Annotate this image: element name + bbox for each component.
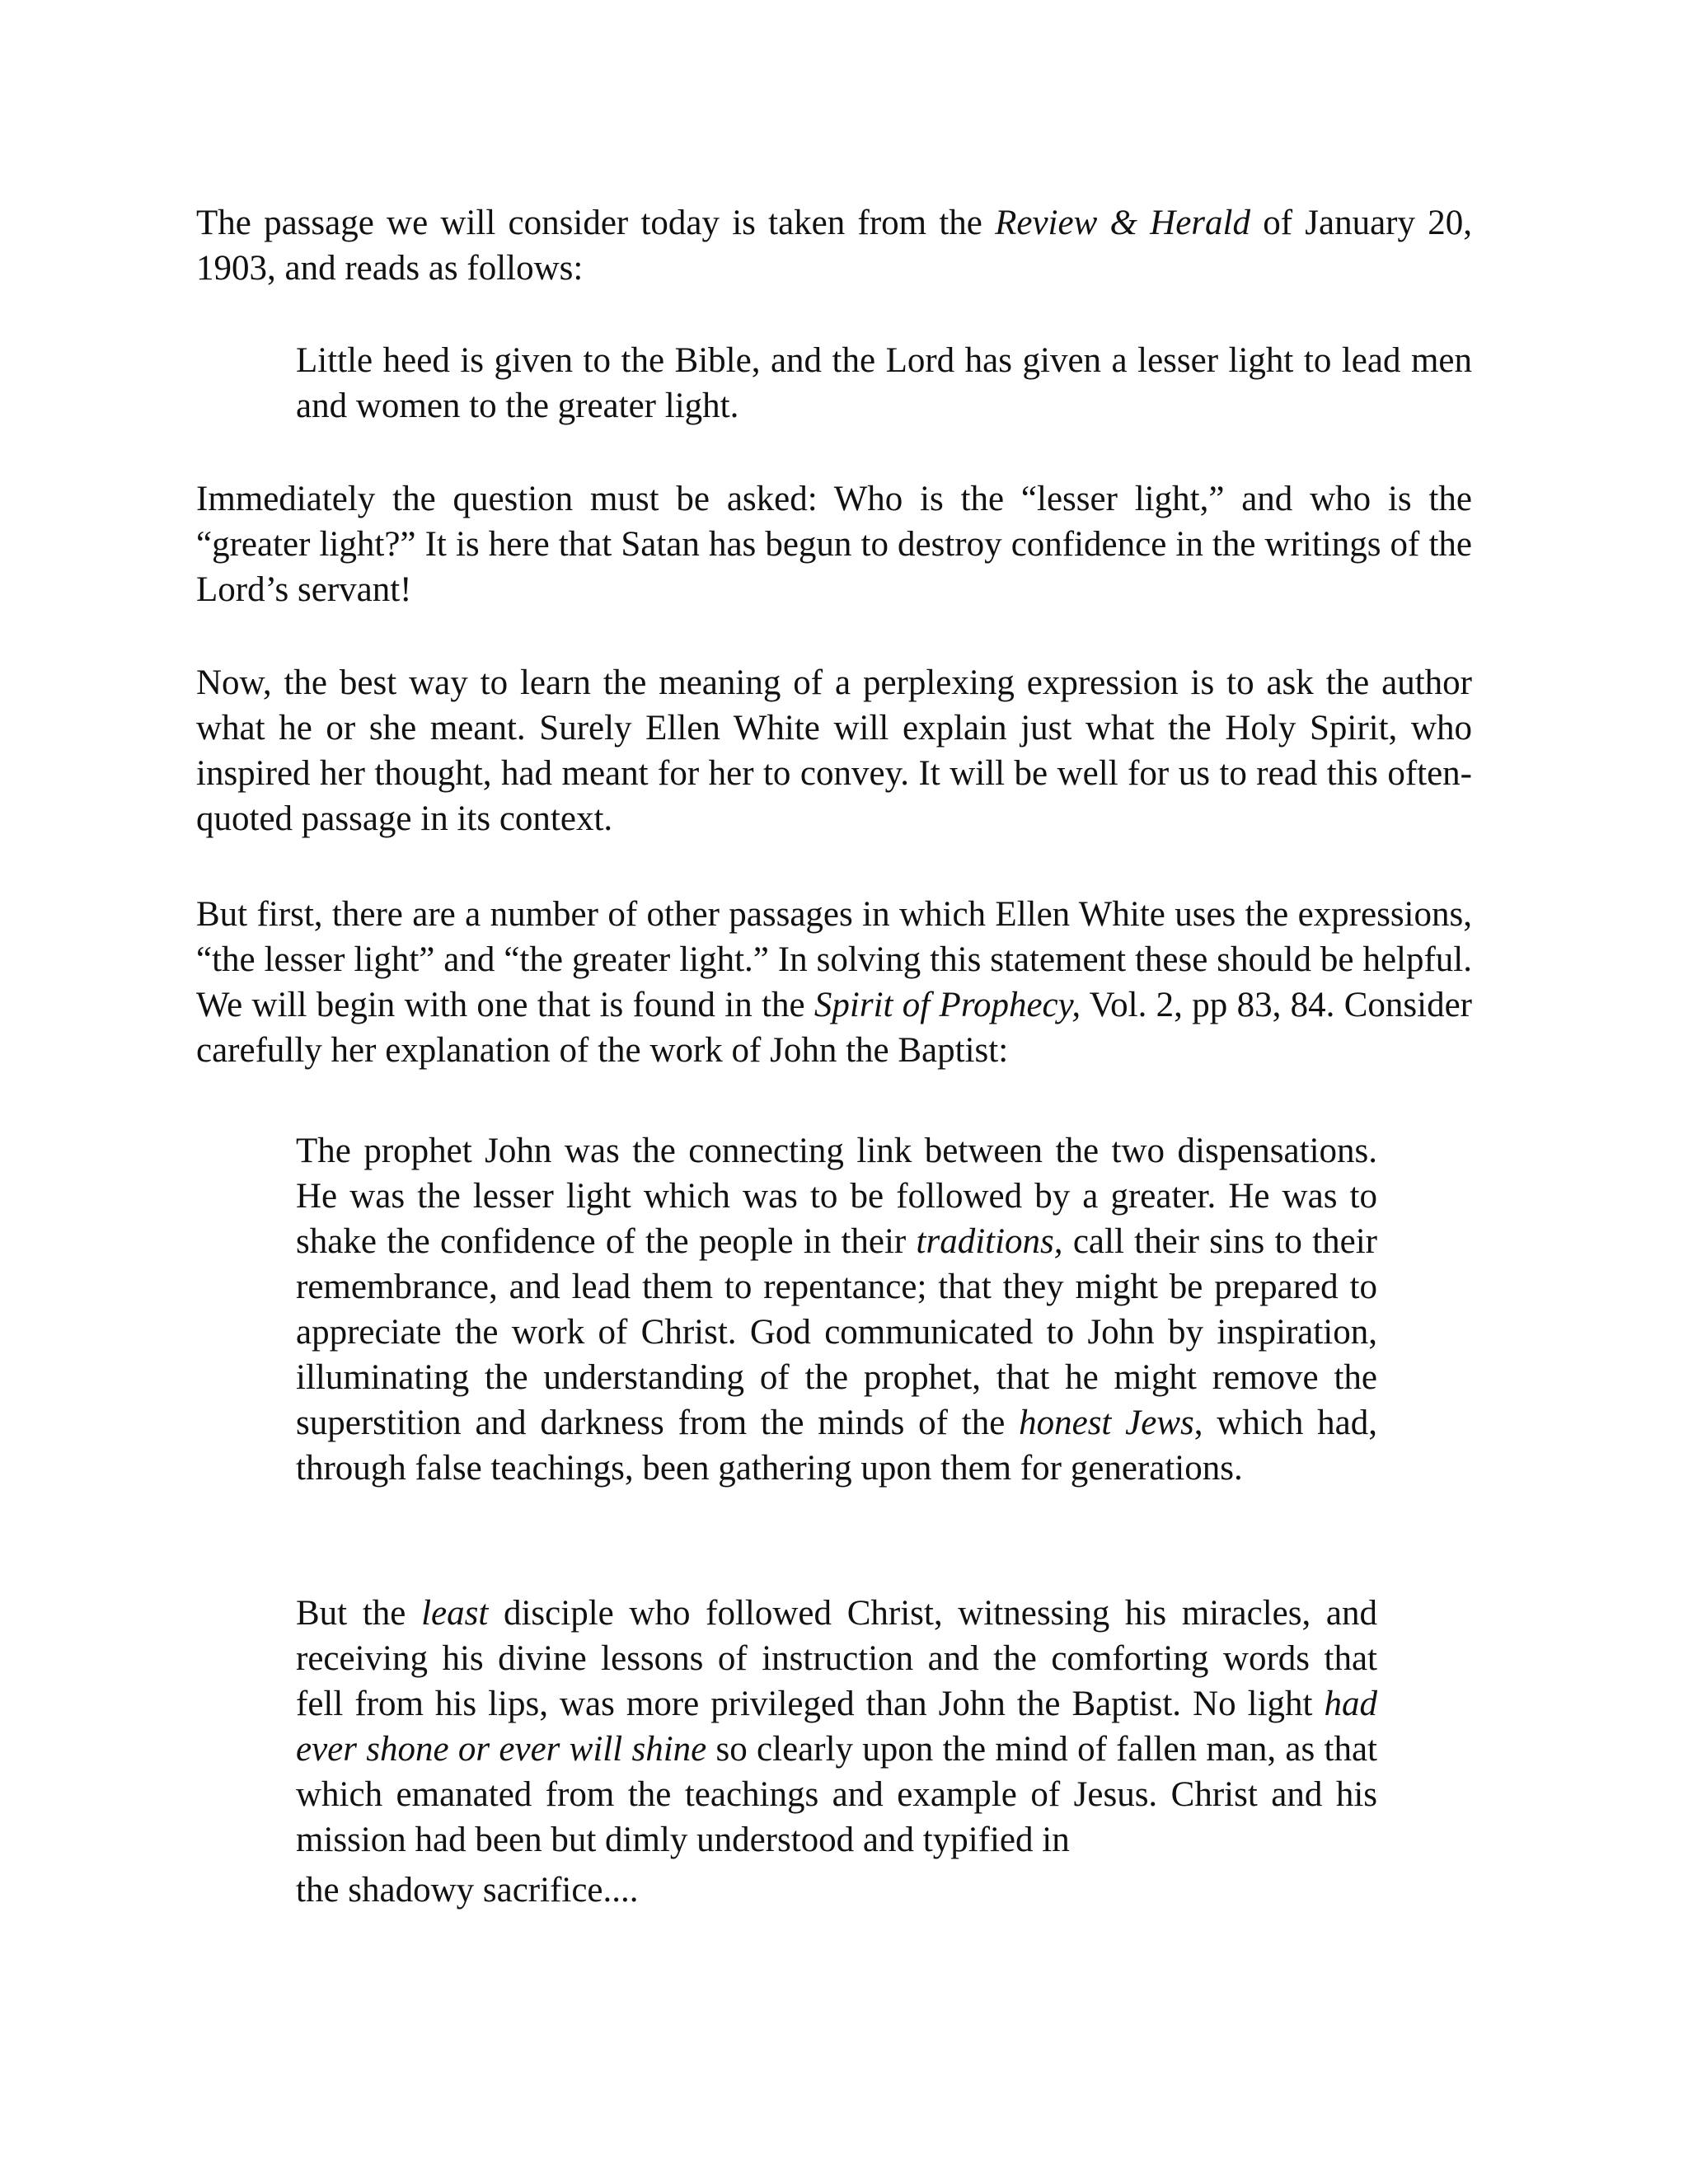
block-quote-lesser-light — [296, 338, 1472, 429]
context-paragraph — [196, 660, 1472, 841]
quote-emphasis: least — [421, 1594, 489, 1633]
quote-text: call their sins to their remembrance, and lead them to repentance; that they might be prepared to appreciate the work of Christ. God communicated to John by inspiration, illuminating the understanding of the prophet, that he might remove the superstition and darkness from the minds of the — [296, 1222, 1377, 1442]
quote-final-line: the shadowy sacrifice.... — [296, 1871, 639, 1910]
quote-emphasis: traditions, — [916, 1222, 1063, 1261]
passages-paragraph — [196, 892, 1472, 1073]
quote-text: , which had, through false teachings, been gathering upon them for generations. — [296, 1404, 1377, 1488]
quote-emphasis: honest Jews — [1019, 1404, 1194, 1442]
quote-text: disciple who followed Christ, witnessing his miracles, and receiving his divine lessons of instruction and the comforting words that fell from his lips, was more privileged than John the Baptist. No light — [296, 1594, 1377, 1723]
quote-emphasis: had ever shone or ever will shine — [296, 1685, 1377, 1769]
quote-text: The prophet John was the connecting link between the two dispensations. He was the lesser light which was to be followed by a greater. He was to shake the confidence of the people in their — [296, 1132, 1377, 1261]
journal-title: Review & Herald — [995, 204, 1250, 242]
text-segment: Now, the best way to learn the meaning of a perplexing expression is to ask the author what he or she meant. Surely Ellen White will explain just what the Holy Spirit, who inspired her thought, had meant for her to convey. It will be well for us to read this often-quoted passage in its context. — [196, 663, 1472, 838]
quote-text: so clearly upon the mind of fallen man, as that which emanated from the teachings and example of Jesus. Christ and his mission had been but dimly understood and typified in — [296, 1730, 1377, 1859]
text-segment: of January 20, 1903, and reads as follows: — [196, 204, 1472, 288]
quote-text: But the — [296, 1594, 422, 1633]
text-segment: But first, there are a number of other passages in which Ellen White uses the expressions, “the lesser light” and “the greater light.” In solving this statement these should be helpful. We will begin with one that is found in the — [196, 895, 1472, 1024]
text-segment: Immediately the question must be asked: Who is the “lesser light,” and who is the “greater light?” It is here that Satan has begun to destroy confidence in the writings of the Lord’s servant! — [196, 480, 1472, 609]
intro-paragraph — [196, 200, 1472, 291]
block-quote-john-the-prophet — [296, 1128, 1377, 1491]
text-segment: The passage we will consider today is taken from the — [196, 204, 996, 242]
text-segment: Vol. 2, pp 83, 84. Consider carefully her explanation of the work of John the Baptist: — [196, 986, 1472, 1070]
quote-text: Little heed is given to the Bible, and the Lord has given a lesser light to lead men and women to the greater light. — [296, 341, 1472, 425]
block-quote-least-disciple — [296, 1591, 1377, 1913]
question-paragraph — [196, 476, 1472, 612]
book-title: Spirit of Prophecy, — [814, 986, 1081, 1024]
